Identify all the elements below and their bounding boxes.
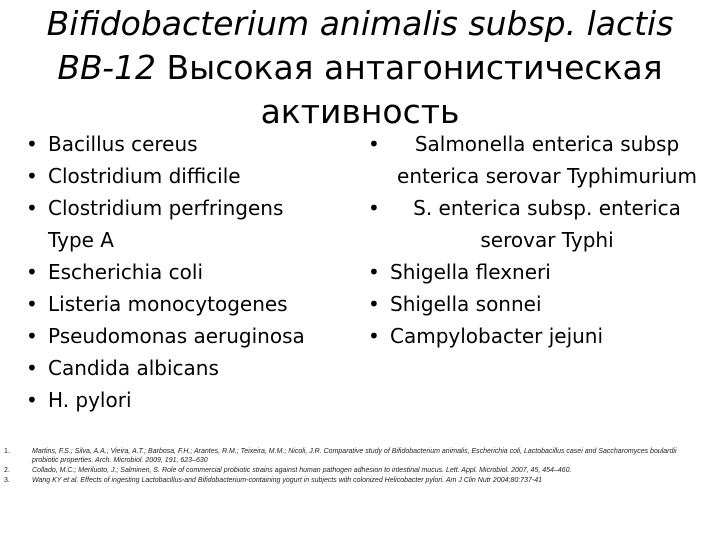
- list-item: • Shigella sonnei: [364, 288, 704, 320]
- bullet-icon: •: [368, 196, 380, 220]
- list-item: • Clostridium perfringens Type A: [22, 192, 352, 256]
- bullet-icon: •: [26, 164, 38, 188]
- reference-item: 1. Martins, F.S.; Silva, A.A.; Vieira, A.T.; Barbosa, F.H.; Arantes, R.M.; Teixeira, M.M.; Nicoli, J.R. Comparative study of Bifidobacterium animalis, Escherichia coli, Lactobacillus casei and Saccharomyces boulardii probiotic properties. Arch. Microbiol. 2009, 191, 623–630: [4, 448, 677, 464]
- list-item: • H. pylori: [22, 384, 352, 416]
- list-item: • Escherichia coli: [22, 256, 352, 288]
- bullet-icon: •: [26, 292, 38, 316]
- list-item: • Salmonella enterica subsp enterica serovar Typhimurium: [364, 128, 704, 192]
- list-item: • S. enterica subsp. enterica serovar Typhi: [364, 192, 704, 256]
- title-activity: Высокая антагонистическая активность: [166, 48, 663, 131]
- reference-item: 3. Wang KY et al. Effects of ingesting Lactobacillus-and Bifidobacterium-containing yogurt in subjects with colonized Helicobacter pylori. Am J Clin Nutr 2004;80:737-41: [4, 477, 542, 484]
- bullet-icon: •: [26, 196, 38, 220]
- bullet-icon: •: [368, 260, 380, 284]
- title-organism: Bifidobacterium animalis subsp. lactis BB-12: [46, 4, 674, 87]
- bullet-icon: •: [26, 324, 38, 348]
- bullet-icon: •: [368, 292, 380, 316]
- list-item: • Campylobacter jejuni: [364, 320, 704, 352]
- list-item: • Pseudomonas aeruginosa: [22, 320, 352, 352]
- bullet-icon: •: [26, 388, 38, 412]
- right-organism-list: [364, 128, 704, 352]
- bullet-icon: •: [368, 324, 380, 348]
- left-organism-list: [22, 128, 352, 416]
- bullet-icon: •: [26, 132, 38, 156]
- list-item: • Listeria monocytogenes: [22, 288, 352, 320]
- bullet-icon: •: [26, 356, 38, 380]
- list-item: • Shigella flexneri: [364, 256, 704, 288]
- list-item: • Clostridium difficile: [22, 160, 352, 192]
- slide-title: [40, 2, 680, 134]
- bullet-icon: •: [368, 132, 380, 156]
- bullet-icon: •: [26, 260, 38, 284]
- reference-item: 2. Collado, M.C.; Meriluoto, J.; Salminen, S. Role of commercial probiotic strains against human pathogen adhesion to intestinal mucus. Lett. Appl. Microbiol. 2007, 45, 454–460.: [4, 467, 572, 474]
- references-list: [4, 447, 704, 486]
- list-item: • Candida albicans: [22, 352, 352, 384]
- list-item: • Bacillus cereus: [22, 128, 352, 160]
